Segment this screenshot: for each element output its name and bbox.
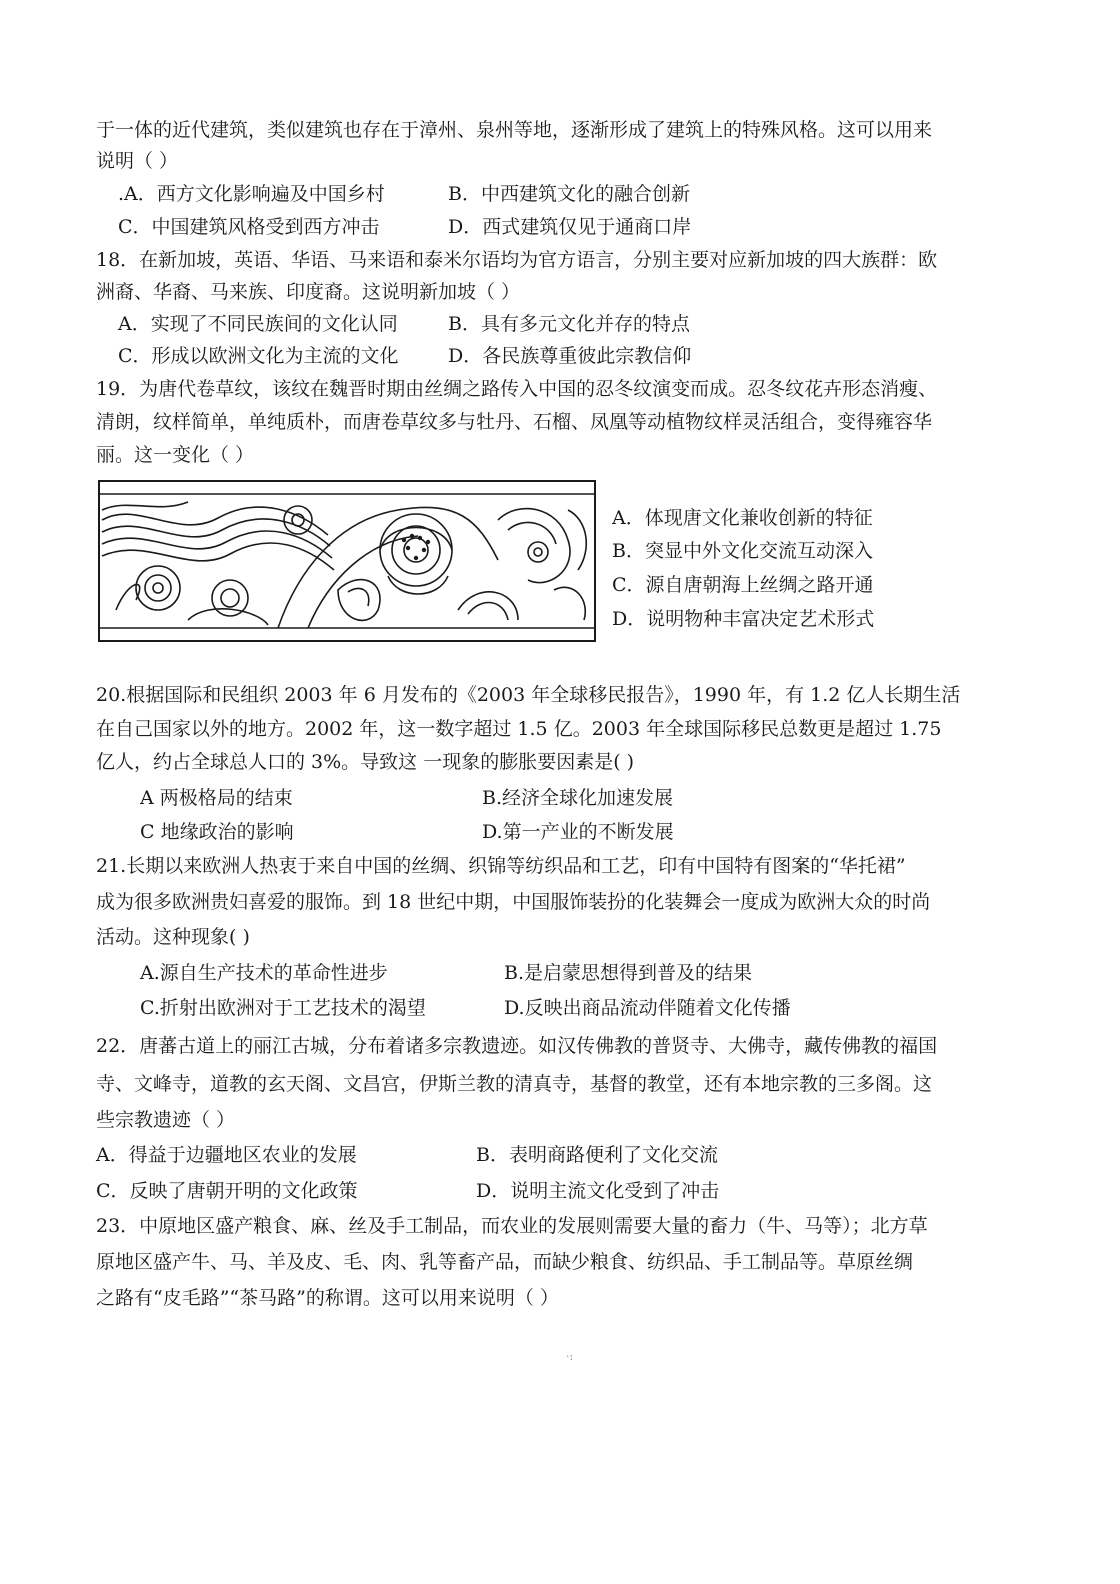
q22-option-b: B．表明商路便利了文化交流 [476,1144,718,1166]
q18-option-c: C．形成以欧洲文化为主流的文化 [118,345,399,367]
q20-stem-line-3: 亿人，约占全球总人口的 3%。导致这 一现象的膨胀要因素是( ) [96,751,635,773]
q21-stem-line-2: 成为很多欧洲贵妇喜爱的服饰。到 18 世纪中期，中国服饰装扮的化装舞会一度成为欧洲大众的时尚 [96,891,931,913]
q22-stem-line-1: 22．唐蕃古道上的丽江古城，分布着诸多宗教遗迹。如汉传佛教的普贤寺、大佛寺，藏传佛教的福国 [96,1035,938,1057]
q21-option-d: D.反映出商品流动伴随着文化传播 [504,997,791,1019]
q18-stem-line-2: 洲裔、华裔、马来族、印度裔。这说明新加坡（ ） [96,281,521,303]
q19-stem-line-2: 清朗，纹样简单，单纯质朴，而唐卷草纹多与牡丹、石榴、凤凰等动植物纹样灵活组合，变得雍容华 [96,411,933,433]
q17-stem-line-1: 于一体的近代建筑，类似建筑也存在于漳州、泉州等地，逐渐形成了建筑上的特殊风格。这可以用来 [96,119,933,141]
q17-option-d: D．西式建筑仅见于通商口岸 [448,216,692,238]
q20-stem-line-1: 20.根据国际和民组织 2003 年 6 月发布的《2003 年全球移民报告》，1990 年，有 1.2 亿人长期生活 [96,684,961,706]
q20-option-d: D.第一产业的不断发展 [482,821,674,843]
q19-stem-line-1: 19．为唐代卷草纹，该纹在魏晋时期由丝绸之路传入中国的忍冬纹演变而成。忍冬纹花卉形态消瘦、 [96,378,938,400]
scan-speck: ·: [566,1350,574,1363]
q21-stem-line-3: 活动。这种现象( ) [96,926,250,948]
q18-option-b: B．具有多元文化并存的特点 [448,313,690,335]
q19-option-c: C．源自唐朝海上丝绸之路开通 [612,574,874,596]
q20-option-a: A 两极格局的结束 [140,787,293,809]
q22-option-c: C．反映了唐朝开明的文化政策 [96,1180,358,1202]
q22-option-d: D．说明主流文化受到了冲击 [476,1180,720,1202]
q19-option-a: A．体现唐文化兼收创新的特征 [612,507,873,529]
q23-stem-line-1: 23．中原地区盛产粮食、麻、丝及手工制品，而农业的发展则需要大量的畜力（牛、马等）；北方草 [96,1215,928,1237]
q21-option-c: C.折射出欧洲对于工艺技术的渴望 [140,997,426,1019]
q18-option-d: D．各民族尊重彼此宗教信仰 [448,345,692,367]
q22-option-a: A．得益于边疆地区农业的发展 [96,1144,357,1166]
q18-stem-line-1: 18．在新加坡，英语、华语、马来语和泰米尔语均为官方语言，分别主要对应新加坡的四大族群：欧 [96,249,938,271]
q17-option-a: .A．西方文化影响遍及中国乡村 [118,183,385,205]
q17-option-b: B．中西建筑文化的融合创新 [448,183,690,205]
q18-option-a: A．实现了不同民族间的文化认同 [118,313,398,335]
q17-stem-line-2: 说明（ ） [96,150,179,172]
q19-stem-line-3: 丽。这一变化（ ） [96,444,255,466]
scroll-pattern-illustration-icon [98,480,596,642]
q17-option-c: C．中国建筑风格受到西方冲击 [118,216,380,238]
q19-option-d: D．说明物种丰富决定艺术形式 [612,608,875,630]
q20-option-c: C 地缘政治的影响 [140,821,294,843]
q21-stem-line-1: 21.长期以来欧洲人热衷于来自中国的丝绸、织锦等纺织品和工艺，印有中国特有图案的“华托裙” [96,855,906,877]
q20-option-b: B.经济全球化加速发展 [482,787,674,809]
q22-stem-line-2: 寺、文峰寺，道教的玄天阁、文昌宫，伊斯兰教的清真寺，基督的教堂，还有本地宗教的三多阁。这 [96,1073,933,1095]
q20-stem-line-2: 在自己国家以外的地方。2002 年，这一数字超过 1.5 亿。2003 年全球国际移民总数更是超过 1.75 [96,718,942,740]
q21-option-a: A.源自生产技术的革命性进步 [140,962,388,984]
q23-stem-line-3: 之路有“皮毛路”“茶马路”的称谓。这可以用来说明（ ） [96,1287,559,1309]
q21-option-b: B.是启蒙思想得到普及的结果 [504,962,753,984]
q19-option-b: B．突显中外文化交流互动深入 [612,540,873,562]
q23-stem-line-2: 原地区盛产牛、马、羊及皮、毛、肉、乳等畜产品，而缺少粮食、纺织品、手工制品等。草原丝绸 [96,1251,914,1273]
q22-stem-line-3: 些宗教遗迹（ ） [96,1109,236,1131]
